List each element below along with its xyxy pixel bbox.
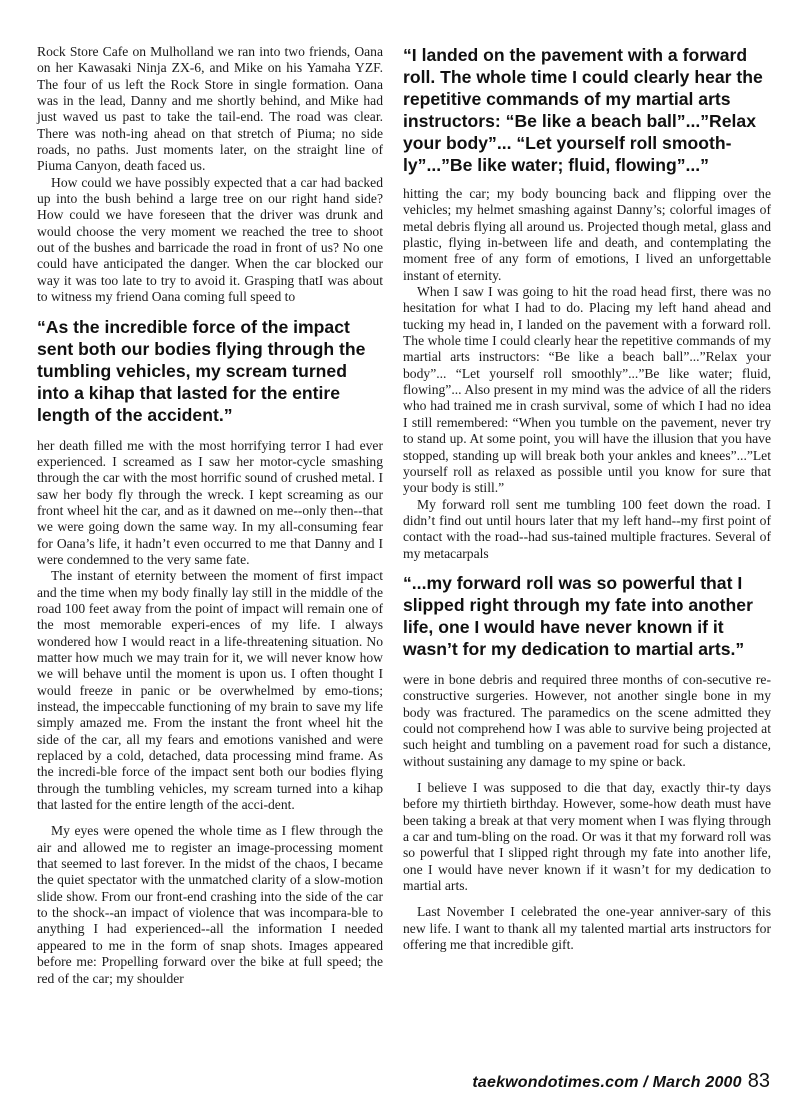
body-paragraph: How could we have possibly expected that a car had backed up into the bush behind a large tree on our right hand side? How could we have foreseen that the driver was drunk and would choose the very moment we reached the tree to shoot out of the bushes and barricade the road in front of us? No one could have anticipated the danger. When the car blocked our way it was too late to try to avoid it. Grasping thatI was about to witness my friend Oana coming full speed to bbox=[37, 174, 383, 305]
left-column bbox=[37, 44, 383, 987]
pull-quote: “...my forward roll was so powerful that I slipped right through my fate into another life, one I would have never known if it wasn’t for my dedication to martial arts.” bbox=[403, 572, 753, 659]
body-paragraph: Rock Store Cafe on Mulholland we ran into two friends, Oana on her Kawasaki Ninja ZX-6, and Mike on his Yamaha YZF. The four of us left the Rock Store in single formation. Oana was in the lead, Danny and me shortly behind, and Mike had just waved us past to take the tail-end. The road was clear. There was noth-ing ahead on that stretch of Piuma; no side roads, no paths. Just moments later, on the straight line of Piuma Canyon, death faced us. bbox=[37, 44, 383, 174]
body-paragraph: My eyes were opened the whole time as I flew through the air and allowed me to register an image-processing moment that seemed to last forever. In the midst of the chaos, I became the quiet spectator with the unmatched clarity of a slow-motion slide show. From our front-end crashing into the side of the car to the shock--an impact of violence that was incompara-ble to anything I had experienced--all the information I needed appeared to me in the form of snap shots. Images appeared before me: Propelling forward over the bike at full speed; the red of the car; my shoulder bbox=[37, 823, 383, 986]
body-paragraph: her death filled me with the most horrifying terror I had ever experienced. I screamed as I saw her motor-cycle smashing through the car with the most horrific sound of crushed metal. I saw her body fly through the wreck. I kept screaming as our front wheel hit the car, and as it dawned on me--only then--that we were going down the same way. In my all-consuming fear for Oana’s life, it hadn’t even occurred to me that Danny and I were condemned to the very same fate. bbox=[37, 437, 383, 567]
page-footer bbox=[472, 1070, 770, 1093]
body-paragraph: My forward roll sent me tumbling 100 feet down the road. I didn’t find out until hours later that my left hand--my first point of contact with the road--had sus-tained multiple fractures. Several of my metacarpals bbox=[403, 496, 771, 561]
pull-quote: “I landed on the pavement with a forward roll. The whole time I could clearly hear the repetitive commands of my martial arts instructors: “Be like a beach ball”...”Relax your body”... “Let yourself roll smooth-ly”...”Be like water; fluid, flowing”...” bbox=[403, 45, 763, 175]
pull-quote: “As the incredible force of the impact sent both our bodies flying through the tumbling vehicles, my scream turned into a kihap that lasted for the entire length of the accident.” bbox=[37, 316, 366, 425]
body-paragraph: were in bone debris and required three months of con-secutive re-constructive surgeries. However, not another single bone in my body was fractured. The paramedics on the scene admitted they could not comprehend how I was able to survive being projected at such height and tumbling on a pavement road for such a distance, without sustaining any damage to my spine or back. bbox=[403, 671, 771, 769]
body-paragraph: Last November I celebrated the one-year anniver-sary of this new life. I want to thank all my talented martial arts instructors for offering me that incredible gift. bbox=[403, 904, 771, 953]
publication-credit: taekwondotimes.com / March 2000 bbox=[472, 1074, 742, 1091]
body-paragraph: I believe I was supposed to die that day, exactly thir-ty days before my thirtieth birthday. However, some-how death must have been taking a break at that very moment when I was flying through a car and tum-bling on the road. Or was it that my forward roll was so powerful that I slipped right through my fate into another life, one I would have never known if it wasn’t for my dedication to martial arts. bbox=[403, 779, 771, 894]
right-column bbox=[403, 44, 771, 953]
page-number: 83 bbox=[747, 1070, 770, 1092]
body-paragraph: When I saw I was going to hit the road head first, there was no hesitation for what I had to do. Placing my left hand ahead and tucking my head in, I landed on the pavement with a forward roll. The whole time I could clearly hear the repetitive commands of my martial arts instructors: “Be like a beach ball”...”Relax your body”... “Let yourself roll smoothly”...”Be like water; fluid, flowing”... Also present in my mind was the advice of all the riders who had trained me in crash survival, some of which I had no idea I still remembered: “When you tumble on the pavement, never try to stand up. At some point, you will have the illusion that you have stopped, standing up will break both your ankles and knees”...”Let yourself roll as relaxed as possible until you know for sure that your body is still.” bbox=[403, 284, 771, 496]
body-paragraph: hitting the car; my body bouncing back and flipping over the vehicles; my helmet smashing against Danny’s; colorful images of metal debris flying all around us. Projected though metal, glass and plastic, flying in-between life and death, and contemplating the moment free of any form of emotions, I lived an unforgettable instant of eternity. bbox=[403, 186, 771, 283]
body-paragraph: The instant of eternity between the moment of first impact and the time when my body finally lay still in the middle of the road 100 feet away from the point of impact will remain one of the most memorable experi-ences of my life. I always wondered how I would react in a life-threatening situation. No matter how much we may train for it, we will never know how we will behave until the moment is upon us. I often thought I would freeze in panic or be overwhelmed by emo-tions; instead, the impeccable functioning of my brain to save my life simply amazed me. From the instant the front wheel hit the side of the car, all my fears and emotions vanished and were replaced by a cold, detached, data processing mind frame. As the incredi-ble force of the impact sent both our bodies flying through the tumbling vehicles, my scream turned into a kihap that lasted for the entire length of the acci-dent. bbox=[37, 568, 383, 813]
